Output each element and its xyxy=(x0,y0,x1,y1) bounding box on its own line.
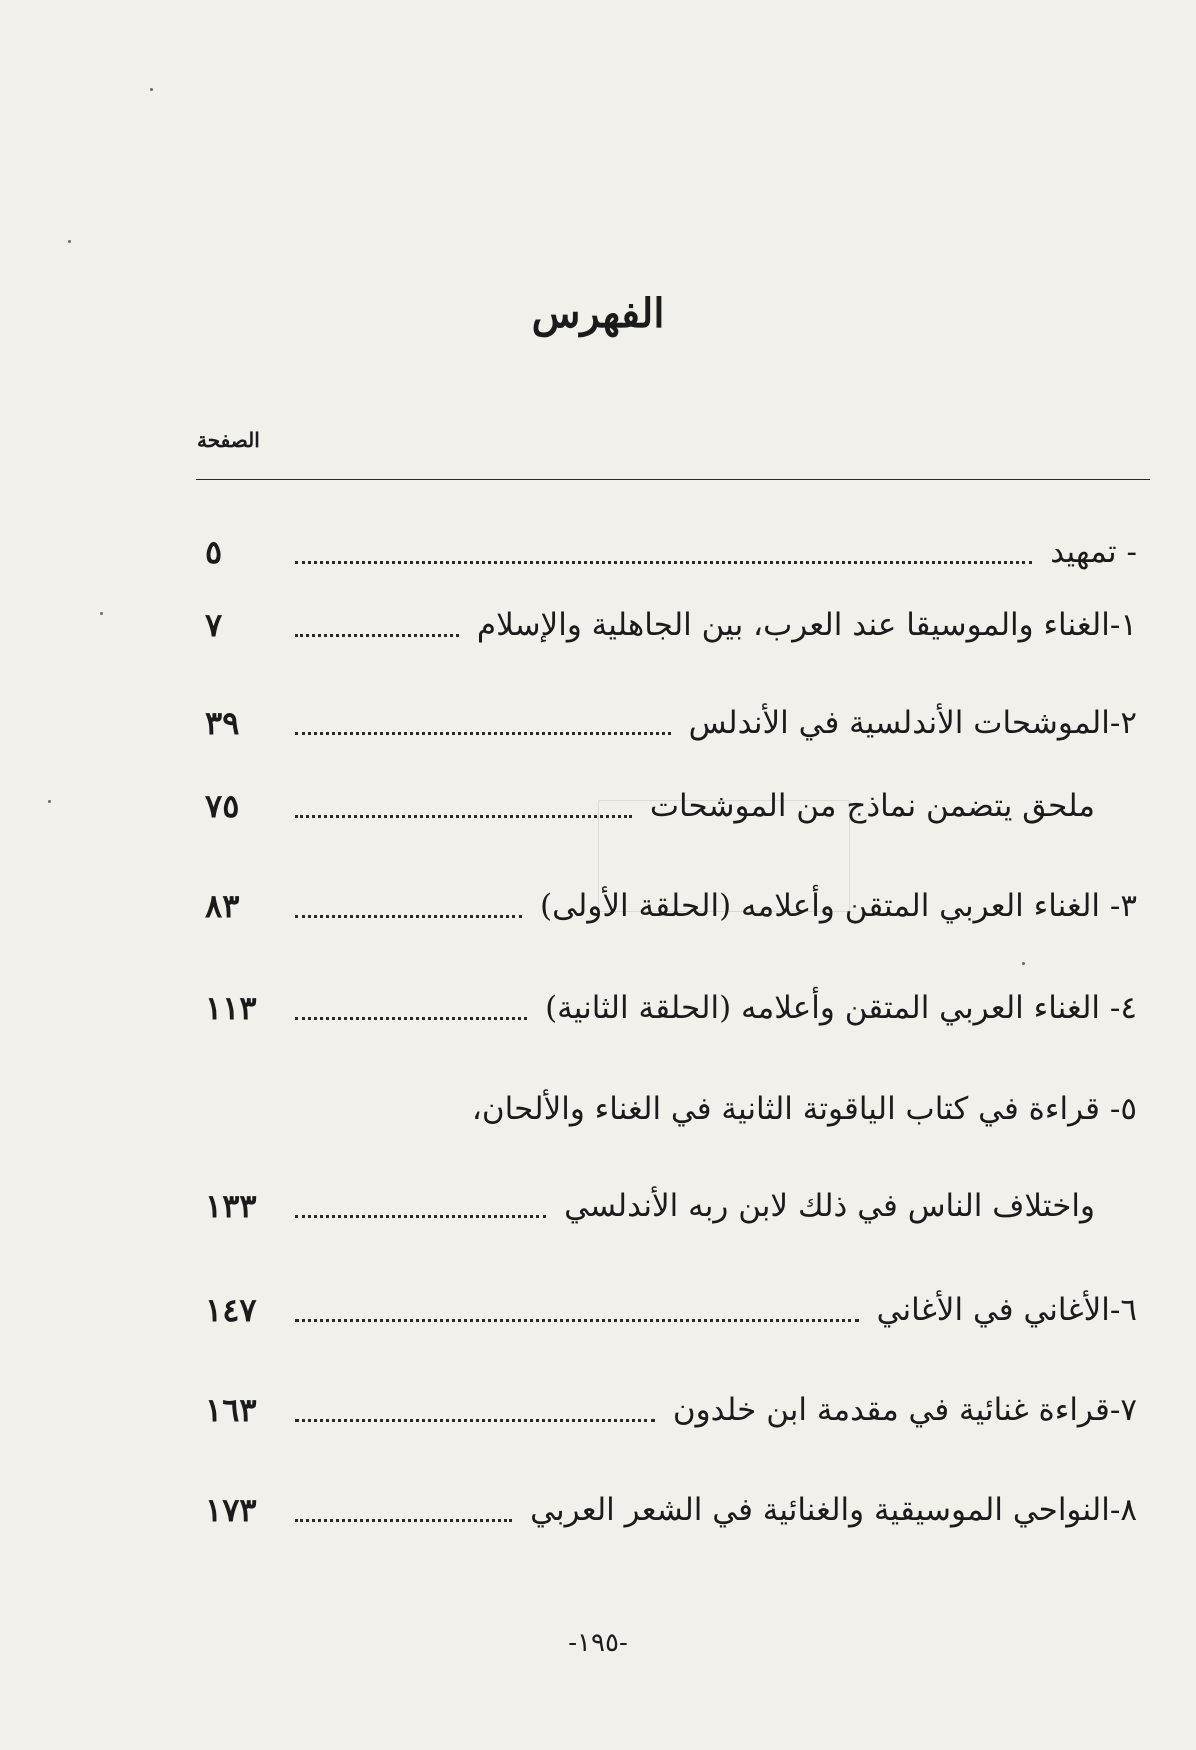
toc-entry xyxy=(205,522,1137,582)
toc-entry-title: ٦-الأغاني في الأغاني xyxy=(876,1292,1137,1328)
paper-speck xyxy=(1022,962,1025,965)
page-column-header: الصفحة xyxy=(197,428,260,452)
toc-entry-page: ١١٣ xyxy=(205,989,257,1027)
toc-entry-title: ٧-قراءة غنائية في مقدمة ابن خلدون xyxy=(672,1392,1137,1428)
toc-entry xyxy=(205,1079,1137,1139)
toc-entry-title: ملحق يتضمن نماذج من الموشحات xyxy=(649,788,1095,824)
toc-entry-title: ٨-النواحي الموسيقية والغنائية في الشعر العربي xyxy=(530,1492,1137,1528)
dot-leader xyxy=(295,1419,655,1422)
toc-entry xyxy=(205,595,1137,655)
toc-entry-page: ٧ xyxy=(205,606,223,644)
paper-speck xyxy=(48,800,51,803)
toc-entry-page: ١٣٣ xyxy=(205,1187,257,1225)
toc-entry-page: ٨٣ xyxy=(205,887,240,925)
dot-leader xyxy=(295,561,1032,564)
toc-entry xyxy=(205,1480,1137,1540)
page-title: الفهرس xyxy=(531,290,665,337)
paper-speck xyxy=(100,612,103,615)
toc-entry-page: ٥ xyxy=(205,533,223,571)
toc-entry-page: ١٤٧ xyxy=(205,1291,257,1329)
dot-leader xyxy=(295,634,459,637)
header-rule xyxy=(196,479,1150,480)
dot-leader xyxy=(295,1215,546,1218)
toc-entry xyxy=(205,1280,1137,1340)
dot-leader xyxy=(295,1017,527,1020)
toc-entry xyxy=(205,693,1137,753)
dot-leader xyxy=(295,732,671,735)
toc-entry-title: ٣- الغناء العربي المتقن وأعلامه (الحلقة الأولى) xyxy=(539,888,1137,924)
toc-entry-title: ٥- قراءة في كتاب الياقوتة الثانية في الغناء والألحان، xyxy=(471,1091,1137,1127)
toc-entry xyxy=(205,1380,1137,1440)
paper-speck xyxy=(68,240,71,243)
toc-entry-title: ١-الغناء والموسيقا عند العرب، بين الجاهلية والإسلام xyxy=(476,607,1137,643)
toc-entry-title: - تمهيد xyxy=(1050,534,1137,570)
toc-entry-page: ٣٩ xyxy=(205,704,240,742)
page-number: -١٩٥- xyxy=(568,1628,628,1658)
toc-entry-page: ١٦٣ xyxy=(205,1391,257,1429)
toc-entry-page: ٧٥ xyxy=(205,787,240,825)
dot-leader xyxy=(295,815,632,818)
toc-entry-title: واختلاف الناس في ذلك لابن ربه الأندلسي xyxy=(564,1188,1095,1224)
dot-leader xyxy=(295,1519,512,1522)
paper-speck xyxy=(150,88,153,91)
toc-entry-title: ٤- الغناء العربي المتقن وأعلامه (الحلقة الثانية) xyxy=(545,990,1137,1026)
toc-entry-page: ١٧٣ xyxy=(205,1491,257,1529)
toc-entry xyxy=(205,1176,1137,1236)
toc-entry-title: ٢-الموشحات الأندلسية في الأندلس xyxy=(688,705,1137,741)
toc-entry xyxy=(205,978,1137,1038)
dot-leader xyxy=(295,915,522,918)
toc-entry xyxy=(205,776,1137,836)
toc-entry xyxy=(205,876,1137,936)
dot-leader xyxy=(295,1319,859,1322)
